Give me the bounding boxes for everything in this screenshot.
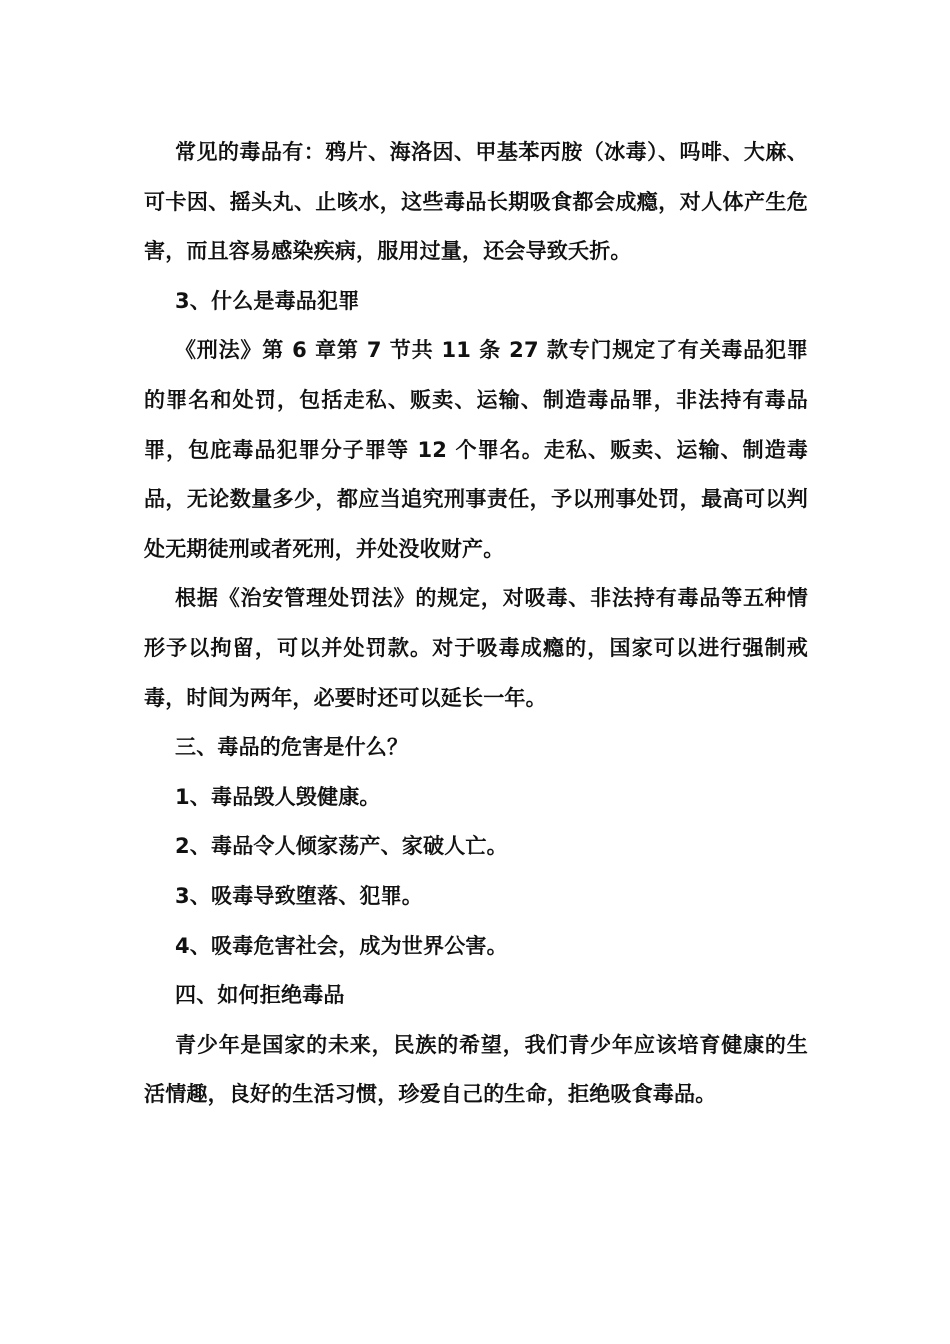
list-item-harm-4: 4、吸毒危害社会，成为世界公害。 — [175, 933, 508, 958]
heading-drug-harms: 三、毒品的危害是什么？ — [175, 735, 409, 760]
paragraph-public-security-law: 根据《治安管理处罚法》的规定，对吸毒、非法持有毒品等五种情形予以拘留，可以并处罚款。对于吸毒成瘾的，国家可以进行强制戒毒，时间为两年，必要时还可以延长一年。 — [144, 586, 808, 710]
heading-refuse-drugs: 四、如何拒绝毒品 — [175, 983, 345, 1008]
document-body — [144, 128, 808, 1120]
list-item-harm-1: 1、毒品毁人毁健康。 — [175, 784, 381, 809]
list-item-harm-2: 2、毒品令人倾家荡产、家破人亡。 — [175, 834, 508, 859]
paragraph-criminal-law: 《刑法》第 6 章第 7 节共 11 条 27 款专门规定了有关毒品犯罪的罪名和处罚，包括走私、贩卖、运输、制造毒品罪，非法持有毒品罪，包庇毒品犯罪分子罪等 12 个罪名。走私、贩卖、运输、制造毒品，无论数量多少，都应当追究刑事责任，予以刑事处罚，最高可以判处无期徒刑或者死刑，并处没收财产。 — [144, 338, 808, 561]
paragraph-common-drugs: 常见的毒品有：鸦片、海洛因、甲基苯丙胺（冰毒）、吗啡、大麻、可卡因、摇头丸、止咳水，这些毒品长期吸食都会成瘾，对人体产生危害，而且容易感染疾病，服用过量，还会导致夭折。 — [144, 140, 808, 264]
heading-drug-crime: 3、什么是毒品犯罪 — [175, 288, 360, 313]
list-item-harm-3: 3、吸毒导致堕落、犯罪。 — [175, 883, 424, 908]
paragraph-youth: 青少年是国家的未来，民族的希望，我们青少年应该培育健康的生活情趣，良好的生活习惯，珍爱自己的生命，拒绝吸食毒品。 — [144, 1032, 808, 1107]
